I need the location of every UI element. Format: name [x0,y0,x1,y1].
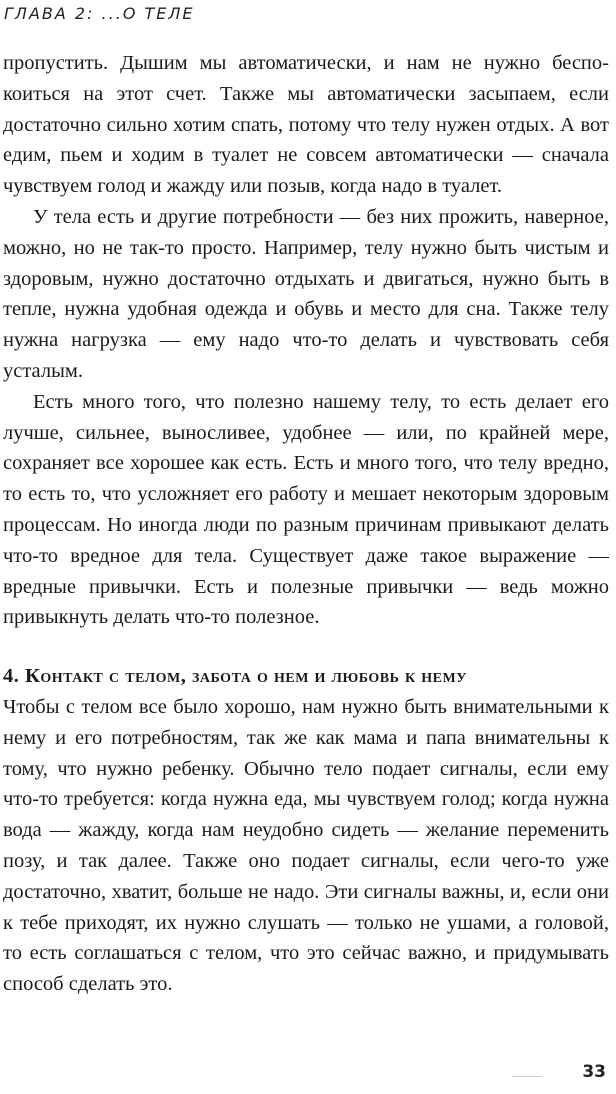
page-body [3,48,609,1000]
paragraph-continuation: пропустить. Дышим мы автоматически, и нам не нужно беспокоиться на этот счет. Также мы автоматически засыпаем, если достаточно сильно хотим спать, потому что телу нужен отдых. А вот едим, пьем и ходим в туалет не совсем автоматически — сначала чувствуем голод и жажду или позыв, когда надо в туалет. [3,52,609,198]
section-heading: 4. Контакт с телом, забота о нем и любовь к нему [3,665,467,688]
footer-rule [512,1076,542,1077]
running-header: ГЛАВА 2: ...О ТЕЛЕ [4,4,195,23]
paragraph-useful-harmful: Есть много того, что полезно нашему телу, то есть делает его лучше, сильнее, выносливее, удобнее — или, по крайней мере, сохраняет все хорошее как есть. Есть и много того, что телу вредно, то есть то, что усложняет его работу и мешает некоторым здоровым процессам. Но иногда люди по разным причинам привыкают делать что-то вредное для тела. Существует даже такое выражение — вредные привычки. Есть и полезные привычки — ведь можно привыкнуть делать что-то полезное. [3,390,609,629]
section-paragraph: Чтобы с телом все было хорошо, нам нужно быть внимательными к нему и его потребностям, так же как мама и папа внимательны к тому, что нужно ребенку. Обычно тело подает сигналы, если ему что-то требуется: когда нужна еда, мы чувствуем голод; когда нужна вода — жажду, когда нам неудобно сидеть — желание переменить позу, и так далее. Также оно подает сигналы, если чего-то уже достаточно, хватит, больше не надо. Эти сигналы важны, и, если они к тебе приходят, их нужно слушать — только не ушами, а головой, то есть соглашаться с телом, что это сейчас важно, и придумывать способ сделать это. [3,695,609,996]
paragraph-body-needs: У тела есть и другие потребности — без них прожить, наверное, можно, но не так-то просто. Например, телу нужно быть чистым и здоровым, нужно достаточно отдыхать и двигаться, нужно быть в тепле, нужна удобная одежда и обувь и место для сна. Также телу нужна нагрузка — ему надо что-то делать и чувствовать себя усталым. [3,205,609,382]
page-number: 33 [582,1062,606,1082]
